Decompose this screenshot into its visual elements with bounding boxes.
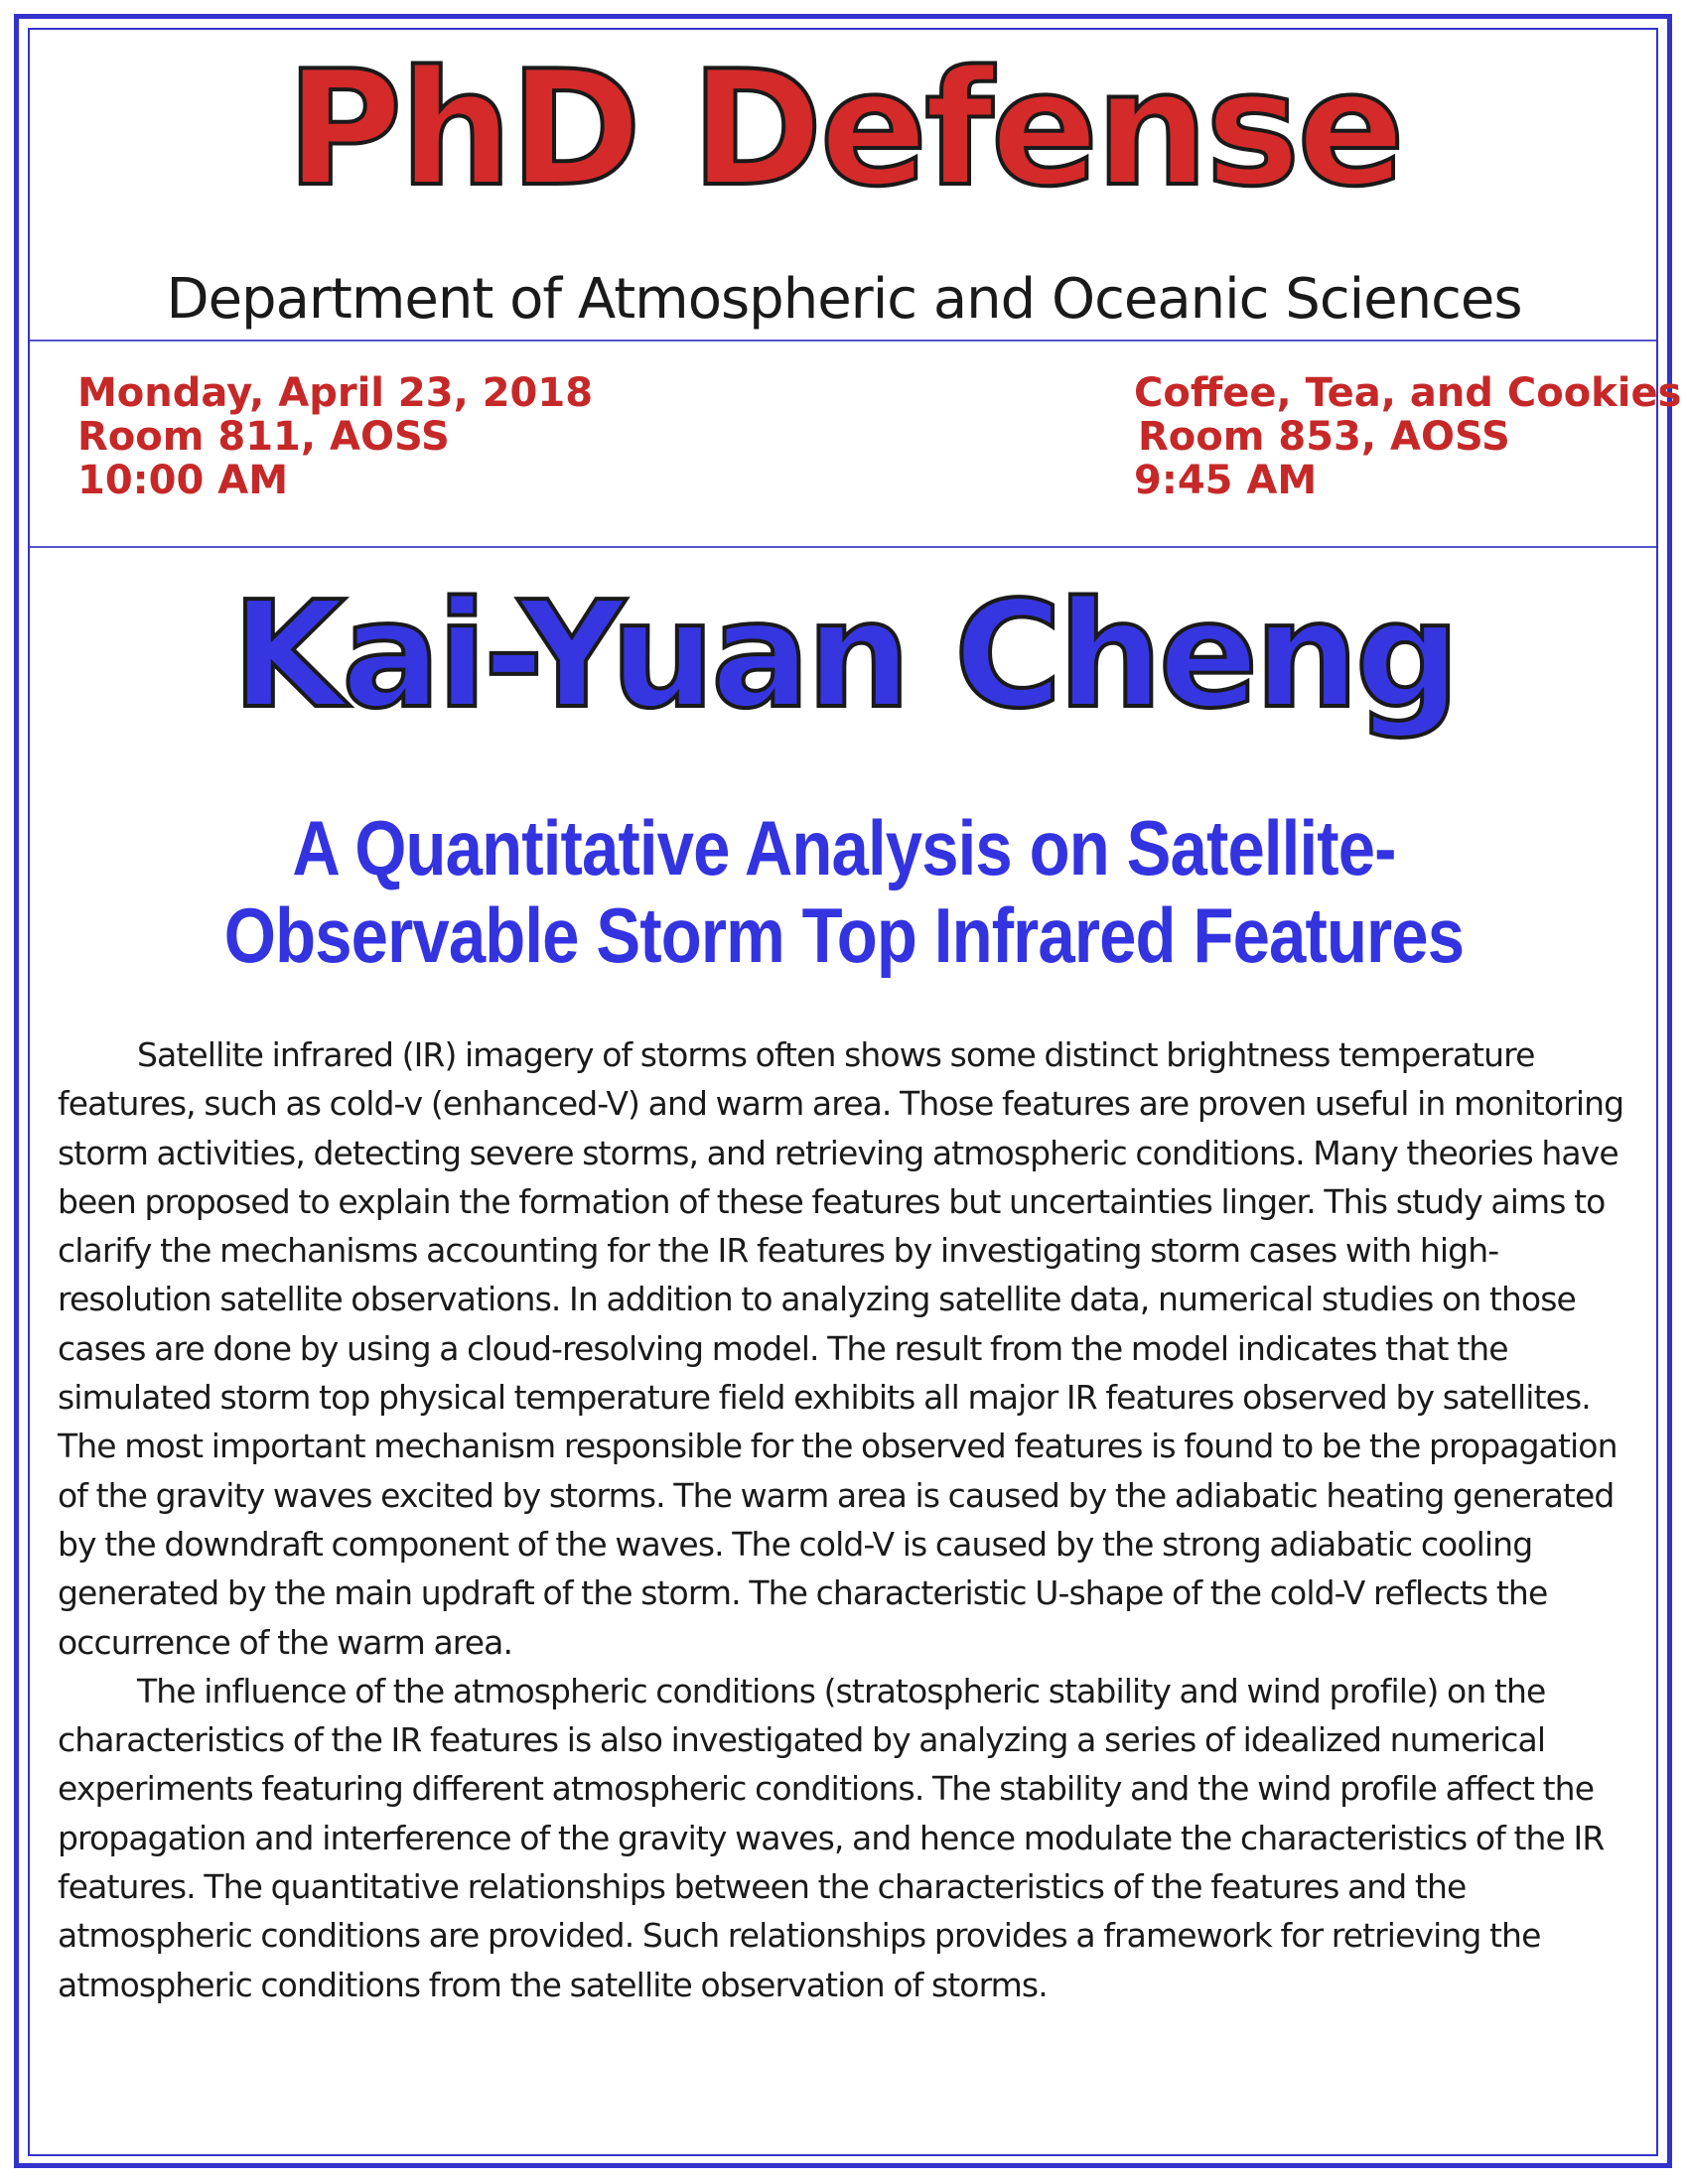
- thesis-title: [152, 804, 1535, 979]
- defense-info: [77, 371, 593, 502]
- defense-room: Room 811, AOSS: [77, 414, 450, 460]
- refreshments-info: [1134, 371, 1681, 502]
- department-name: Department of Atmospheric and Oceanic Sciences: [166, 267, 1522, 332]
- divider-bottom: [30, 546, 1656, 548]
- thesis-title-line-1: A Quantitative Analysis on Satellite-: [292, 804, 1396, 891]
- abstract-paragraph-1: Satellite infrared (IR) imagery of storms often shows some distinct brightness temperature features, such as cold-v (enhanced-V) and warm area. Those features are proven useful in monitoring storm activities, detecting severe storms, and retrieving atmospheric conditions. Many theories have been proposed to explain the formation of these features but uncertainties linger. This study aims to clarify the mechanisms accounting for the IR features by investigating storm cases with high-resolution satellite observations. In addition to analyzing satellite data, numerical studies on those cases are done by using a cloud-resolving model. The result from the model indicates that the simulated storm top physical temperature field exhibits all major IR features observed by satellites. The most important mechanism responsible for the observed features is found to be the propagation of the gravity waves excited by storms. The warm area is caused by the adiabatic heating generated by the downdraft component of the waves. The cold-V is caused by the strong adiabatic cooling generated by the main updraft of the storm. The characteristic U-shape of the cold-V reflects the occurrence of the warm area.: [58, 1035, 1624, 1662]
- defense-date: Monday, April 23, 2018: [77, 370, 594, 416]
- refreshments-room: Room 853, AOSS: [1138, 414, 1510, 460]
- presenter-name: Kai-Yuan Cheng: [231, 570, 1457, 741]
- abstract: [58, 1030, 1646, 2009]
- refreshments-time: 9:45 AM: [1134, 458, 1318, 503]
- defense-time: 10:00 AM: [77, 458, 289, 503]
- event-title: PhD Defense: [286, 36, 1402, 221]
- thesis-title-line-2: Observable Storm Top Infrared Features: [223, 891, 1465, 979]
- refreshments-title: Coffee, Tea, and Cookies: [1134, 370, 1682, 416]
- abstract-paragraph-2: The influence of the atmospheric conditions (stratospheric stability and wind profile) on the characteristics of the IR features is also investigated by analyzing a series of idealized numerical experiments featuring different atmospheric conditions. The stability and the wind profile affect the propagation and interference of the gravity waves, and hence modulate the characteristics of the IR features. The quantitative relationships between the characteristics of the features and the atmospheric conditions are provided. Such relationships provides a framework for retrieving the atmospheric conditions from the satellite observation of storms.: [58, 1671, 1605, 2004]
- divider-top: [30, 340, 1656, 341]
